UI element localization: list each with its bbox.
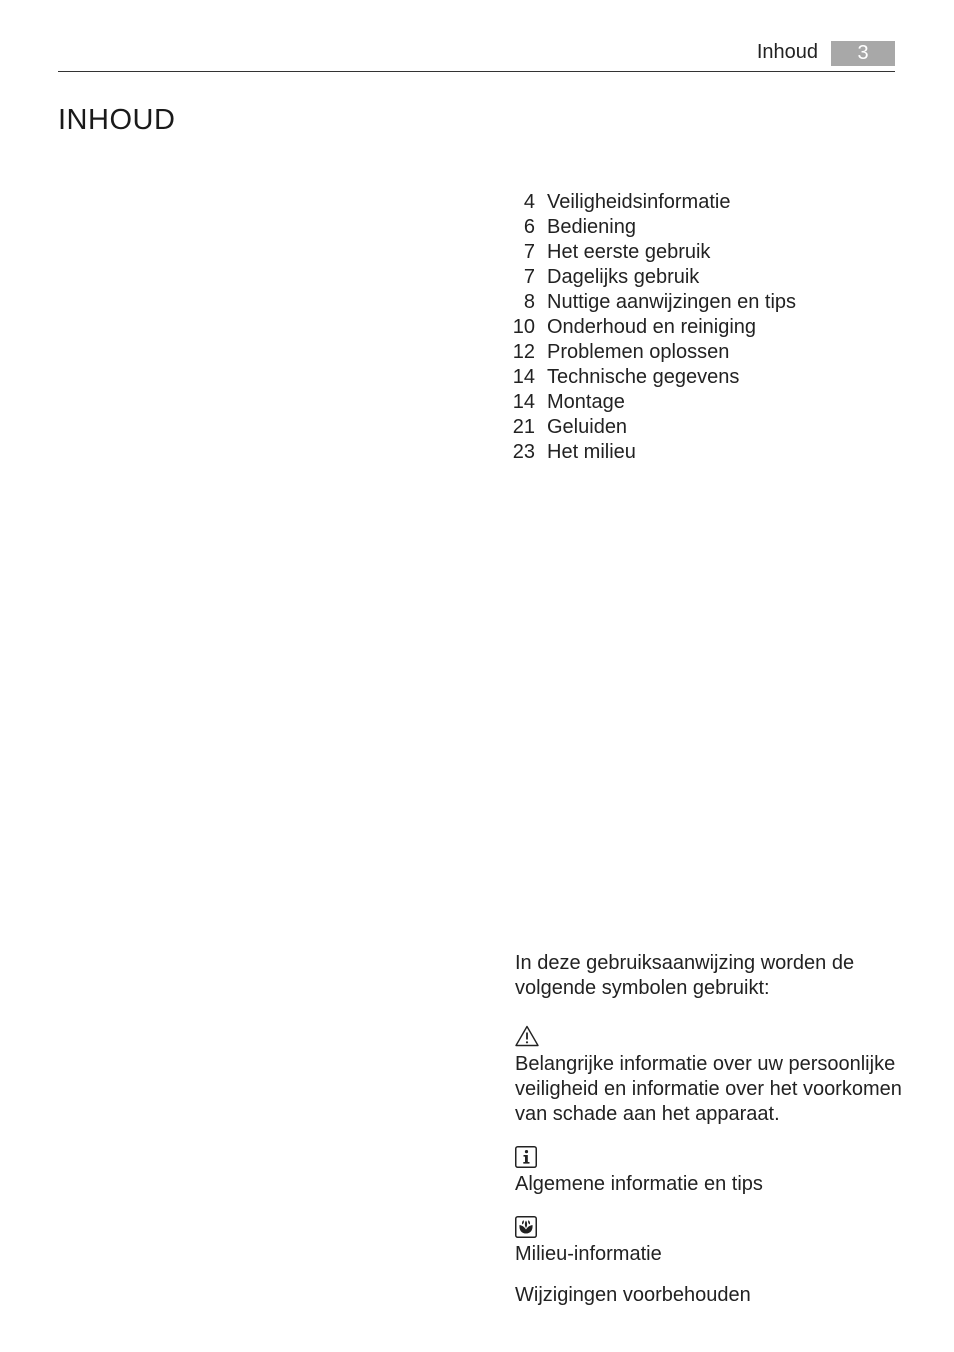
symbols-intro — [515, 951, 854, 1001]
toc-title: Nuttige aanwijzingen en tips — [547, 291, 797, 313]
toc-title: Het milieu — [547, 441, 636, 463]
toc-page-number: 6 — [523, 216, 535, 238]
toc-entry[interactable] — [500, 290, 796, 315]
toc-title: Bediening — [547, 216, 636, 238]
toc-page-number: 4 — [523, 191, 535, 213]
environment-description: Milieu-informatie — [515, 1243, 662, 1265]
toc-entry[interactable] — [500, 340, 796, 365]
toc-page-number: 14 — [512, 391, 535, 413]
toc-page-number: 14 — [512, 366, 535, 388]
toc-title: Onderhoud en reiniging — [547, 316, 757, 338]
warning-description — [515, 1052, 905, 1127]
warning-line: Belangrijke informatie over uw persoonlijke — [515, 1053, 896, 1075]
toc-title: Het eerste gebruik — [547, 241, 711, 263]
header-section-label: Inhoud — [756, 41, 818, 63]
intro-line: In deze gebruiksaanwijzing worden de — [515, 952, 855, 974]
toc-entry[interactable] — [500, 365, 796, 390]
header-divider — [58, 71, 895, 72]
toc-entry[interactable] — [500, 440, 796, 465]
toc-entry[interactable] — [500, 215, 796, 240]
toc-page-number: 8 — [523, 291, 535, 313]
toc-entry[interactable] — [500, 415, 796, 440]
toc-title: Geluiden — [547, 416, 628, 438]
toc-entry[interactable] — [500, 390, 796, 415]
toc-page-number: 12 — [512, 341, 535, 363]
toc-title: Technische gegevens — [547, 366, 740, 388]
warning-line: van schade aan het apparaat. — [515, 1103, 780, 1125]
toc-entry[interactable] — [500, 265, 796, 290]
warning-line: veiligheid en informatie over het voorkomen — [515, 1078, 902, 1100]
toc-title: Problemen oplossen — [547, 341, 730, 363]
toc-entry[interactable] — [500, 315, 796, 340]
info-icon — [515, 1146, 537, 1168]
toc-page-number: 10 — [512, 316, 535, 338]
page-title: INHOUD — [58, 104, 176, 136]
toc-entry[interactable] — [500, 240, 796, 265]
toc-page-number: 7 — [523, 266, 535, 288]
toc-title: Veiligheidsinformatie — [547, 191, 731, 213]
toc-page-number: 7 — [523, 241, 535, 263]
toc-page-number: 21 — [512, 416, 535, 438]
page-number-badge: 3 — [831, 41, 895, 66]
toc-entry[interactable] — [500, 190, 796, 215]
intro-line: volgende symbolen gebruikt: — [515, 977, 770, 999]
environment-icon — [515, 1216, 537, 1238]
changes-notice: Wijzigingen voorbehouden — [515, 1284, 751, 1306]
toc-title: Dagelijks gebruik — [547, 266, 700, 288]
table-of-contents — [500, 190, 796, 465]
warning-triangle-icon — [515, 1025, 539, 1047]
toc-page-number: 23 — [512, 441, 535, 463]
toc-title: Montage — [547, 391, 625, 413]
info-description: Algemene informatie en tips — [515, 1173, 763, 1195]
